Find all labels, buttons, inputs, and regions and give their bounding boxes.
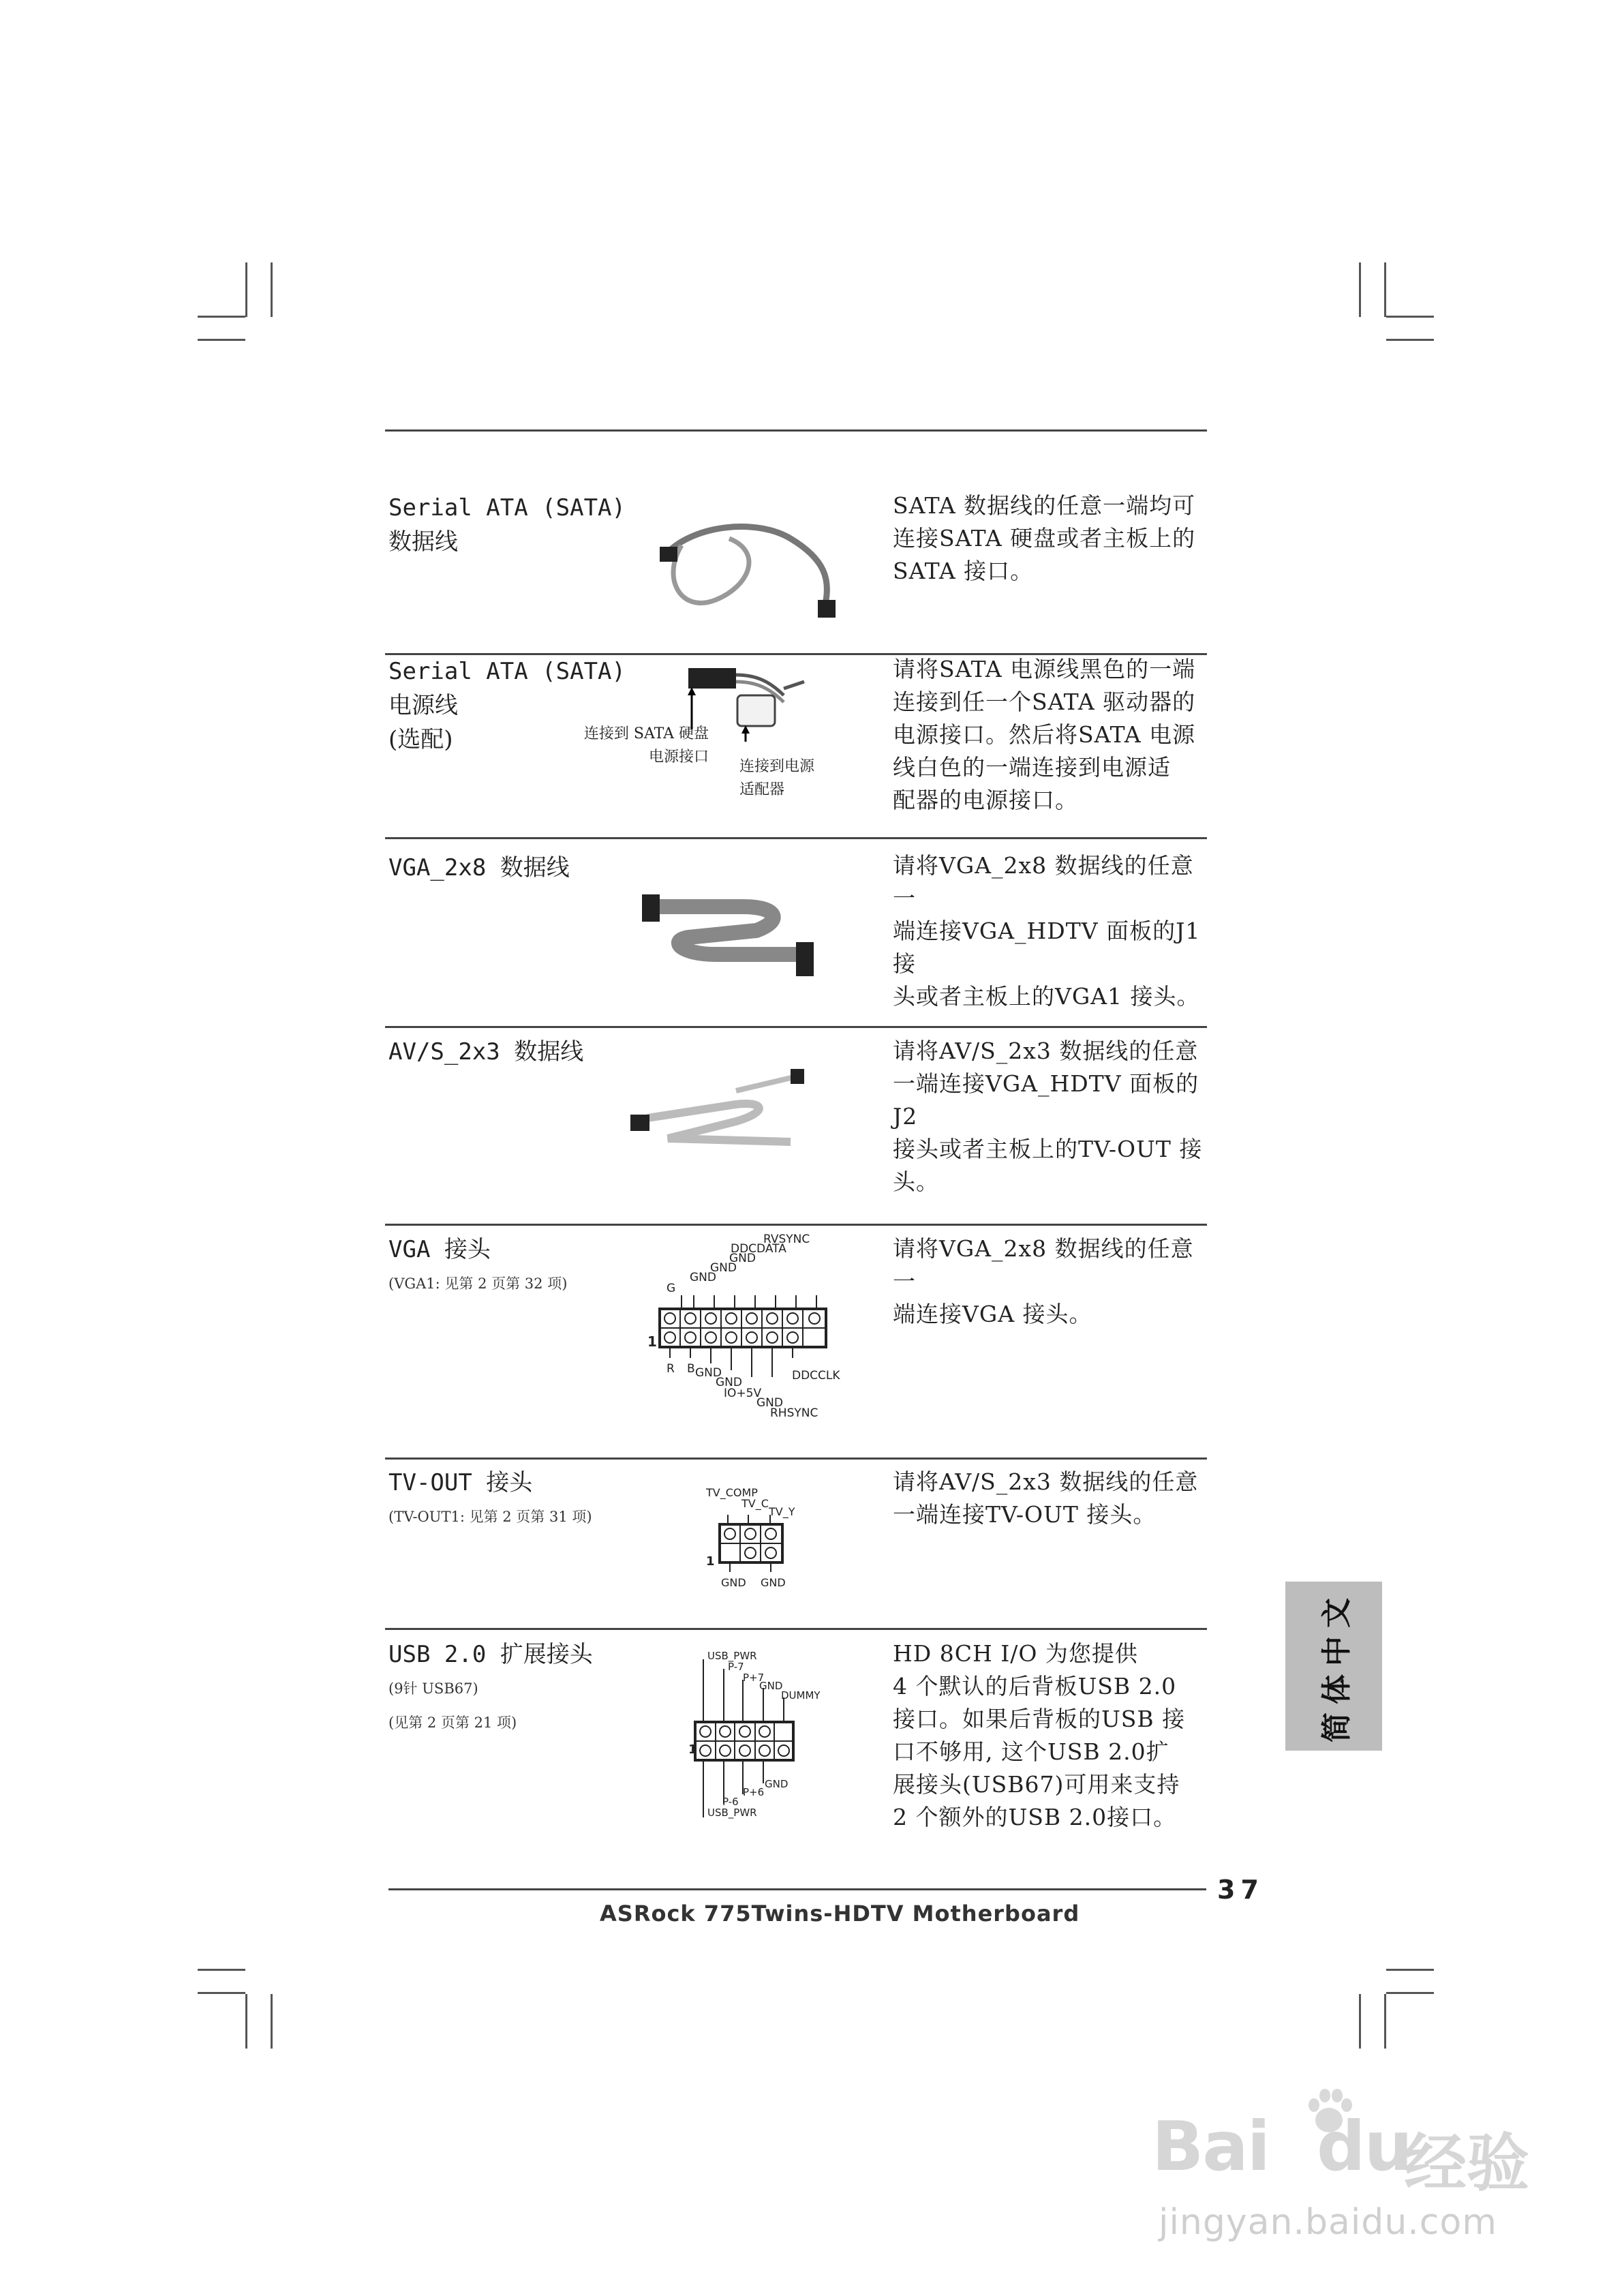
- pin-label: IO+5V: [724, 1387, 762, 1400]
- pin-label: GND: [729, 1252, 756, 1265]
- section-label: [388, 1466, 634, 1534]
- description-line: 连接SATA 硬盘或者主板上的: [893, 525, 1196, 552]
- description-line: SATA 数据线的任意一端均可: [893, 492, 1196, 519]
- section-description: [893, 1466, 1206, 1531]
- pin-block: [647, 1295, 838, 1377]
- description-line: 接口。如果后背板的USB 接: [893, 1706, 1186, 1732]
- pin-label: TV_COMP: [706, 1486, 758, 1499]
- description-line: 口不够用, 这个USB 2.0扩: [893, 1738, 1169, 1765]
- crop-mark: [198, 339, 245, 341]
- vga-ribbon-cable-image: [641, 879, 831, 982]
- crop-mark: [198, 316, 245, 318]
- pin-label: RVSYNC: [763, 1233, 810, 1246]
- pin-1-marker: 1: [647, 1333, 657, 1350]
- description-line: 请将AV/S_2x3 数据线的任意: [893, 1468, 1199, 1495]
- label-line: USB 2.0 扩展接头: [388, 1641, 593, 1668]
- av-s-cable-image: [627, 1063, 811, 1159]
- description-line: 一端连接TV-OUT 接头。: [893, 1501, 1157, 1528]
- pin-label: GND: [690, 1271, 716, 1284]
- section-label: [388, 1035, 634, 1069]
- pin-label: TV_Y: [769, 1505, 795, 1518]
- description-line: 端连接VGA 接头。: [893, 1301, 1092, 1327]
- description-line: 2 个额外的USB 2.0接口。: [893, 1804, 1177, 1830]
- vga-header-diagram: [647, 1233, 866, 1430]
- pin-label: G: [667, 1282, 676, 1295]
- pin-block: [716, 1515, 797, 1576]
- pin-label: GND: [759, 1680, 783, 1692]
- label-line: Serial ATA (SATA): [388, 658, 626, 685]
- label-line: VGA_2x8 数据线: [388, 854, 570, 881]
- usb-header-diagram: [688, 1650, 845, 1827]
- section-description: [893, 1637, 1206, 1834]
- pin-label: TV_C: [741, 1497, 769, 1510]
- section-label: [388, 851, 634, 885]
- callout-power-adapter: [739, 755, 814, 802]
- label-line: VGA 接头: [388, 1236, 491, 1263]
- section-description: [893, 1035, 1206, 1198]
- description-line: SATA 接口。: [893, 558, 1034, 584]
- reference-note: (见第 2 页第 21 项): [388, 1715, 517, 1731]
- footer-title: ASRock 775Twins-HDTV Motherboard: [600, 1901, 1080, 1927]
- callout-sata-drive: [579, 723, 709, 769]
- pin-label: GND: [761, 1576, 786, 1589]
- callout-line: 连接到电源: [739, 758, 815, 775]
- pin-label: GND: [765, 1778, 789, 1790]
- description-line: 一端连接VGA_HDTV 面板的J2: [893, 1070, 1199, 1130]
- callout-line: 适配器: [739, 781, 785, 798]
- tv-out-header-diagram: [702, 1486, 818, 1595]
- reference-note: (9针 USB67): [388, 1680, 478, 1697]
- description-line: 连接到任一个SATA 驱动器的: [893, 689, 1196, 715]
- description-line: 请将SATA 电源线黑色的一端: [893, 656, 1196, 682]
- section-label: [388, 491, 634, 559]
- description-line: 请将VGA_2x8 数据线的任意一: [893, 1235, 1194, 1295]
- pin-label: GND: [695, 1366, 722, 1380]
- crop-mark: [198, 1969, 245, 1971]
- section-divider: [385, 1457, 1207, 1460]
- crop-mark: [271, 1994, 273, 2049]
- pin-label: B: [687, 1362, 695, 1376]
- description-line: 接头或者主板上的TV-OUT 接: [893, 1136, 1203, 1162]
- crop-mark: [1359, 262, 1361, 317]
- pin-label: GND: [721, 1576, 746, 1589]
- description-line: 头或者主板上的VGA1 接头。: [893, 983, 1200, 1010]
- baidu-watermark: [1152, 2079, 1574, 2256]
- watermark-brand: Bai: [1152, 2106, 1269, 2186]
- description-line: 请将VGA_2x8 数据线的任意一: [893, 852, 1194, 911]
- section-divider: [385, 1224, 1207, 1226]
- pin-label: GND: [716, 1376, 742, 1389]
- section-description: [893, 653, 1206, 817]
- section-divider: [385, 1026, 1207, 1028]
- crop-mark: [271, 262, 273, 317]
- section-label: [388, 1637, 634, 1740]
- pin-1-marker: 1: [688, 1742, 697, 1757]
- description-line: 请将AV/S_2x3 数据线的任意: [893, 1038, 1199, 1064]
- sata-cable-image: [654, 504, 859, 627]
- crop-mark: [1384, 262, 1386, 317]
- pin-label: DDCCLK: [792, 1369, 840, 1383]
- description-line: 端连接VGA_HDTV 面板的J1 接: [893, 918, 1201, 977]
- description-line: 展接头(USB67)可用来支持: [893, 1771, 1180, 1798]
- label-line: 电源线: [388, 692, 458, 719]
- watermark-brand-suffix: du: [1316, 2106, 1411, 2186]
- description-line: 配器的电源接口。: [893, 787, 1078, 813]
- pin-1-marker: 1: [706, 1554, 715, 1569]
- pin-label: RHSYNC: [770, 1406, 818, 1420]
- pin-label: USB_PWR: [707, 1807, 757, 1819]
- callout-line: 连接到 SATA 硬盘: [583, 725, 709, 742]
- crop-mark: [1386, 339, 1434, 341]
- crop-mark: [198, 1992, 245, 1994]
- crop-mark: [1359, 1994, 1361, 2049]
- label-line: AV/S_2x3 数据线: [388, 1038, 584, 1066]
- description-line: 头。: [893, 1168, 939, 1195]
- crop-mark: [1386, 316, 1434, 318]
- section-description: [893, 849, 1206, 1013]
- reference-note: (VGA1: 见第 2 页第 32 项): [388, 1275, 568, 1292]
- pin-label: USB_PWR: [707, 1650, 757, 1662]
- watermark-url: jingyan.baidu.com: [1159, 2202, 1497, 2243]
- crop-mark: [1386, 1992, 1434, 1994]
- pin-label: DDCDATA: [731, 1242, 786, 1256]
- footer-rule: [388, 1888, 1206, 1890]
- pin-label: P-7: [728, 1661, 744, 1673]
- reference-note: (TV-OUT1: 见第 2 页第 31 项): [388, 1509, 592, 1525]
- pin-label: GND: [710, 1261, 737, 1275]
- description-line: 线白色的一端连接到电源适: [893, 754, 1171, 781]
- crop-mark: [245, 262, 247, 317]
- section-divider: [385, 1628, 1207, 1630]
- description-line: 4 个默认的后背板USB 2.0: [893, 1673, 1177, 1700]
- section-description: [893, 1233, 1206, 1331]
- section-description: [893, 489, 1206, 588]
- page-number: 37: [1217, 1875, 1264, 1905]
- pin-label: P+6: [743, 1786, 765, 1798]
- pin-label: P-6: [722, 1796, 739, 1808]
- side-tab-label: 简体中文: [1319, 1590, 1354, 1742]
- crop-mark: [1386, 1969, 1434, 1971]
- section-label: [388, 1233, 634, 1301]
- label-line: Serial ATA (SATA): [388, 494, 626, 522]
- crop-mark: [1384, 1994, 1386, 2049]
- label-line: 数据线: [388, 528, 458, 556]
- label-line: (选配): [388, 726, 453, 753]
- label-line: TV-OUT 接头: [388, 1469, 533, 1496]
- description-line: HD 8CH I/O 为您提供: [893, 1640, 1138, 1667]
- crop-mark: [245, 1994, 247, 2049]
- header-rule: [385, 429, 1207, 432]
- watermark-cn: 经验: [1404, 2126, 1530, 2200]
- callout-line: 电源接口: [648, 749, 709, 766]
- description-line: 电源接口。然后将SATA 电源: [893, 721, 1196, 748]
- pin-label: DUMMY: [781, 1689, 821, 1702]
- pin-label: P+7: [743, 1672, 765, 1684]
- pin-label: GND: [756, 1396, 783, 1410]
- section-divider: [385, 837, 1207, 839]
- language-side-tab: [1285, 1582, 1382, 1751]
- pin-label: R: [667, 1362, 675, 1376]
